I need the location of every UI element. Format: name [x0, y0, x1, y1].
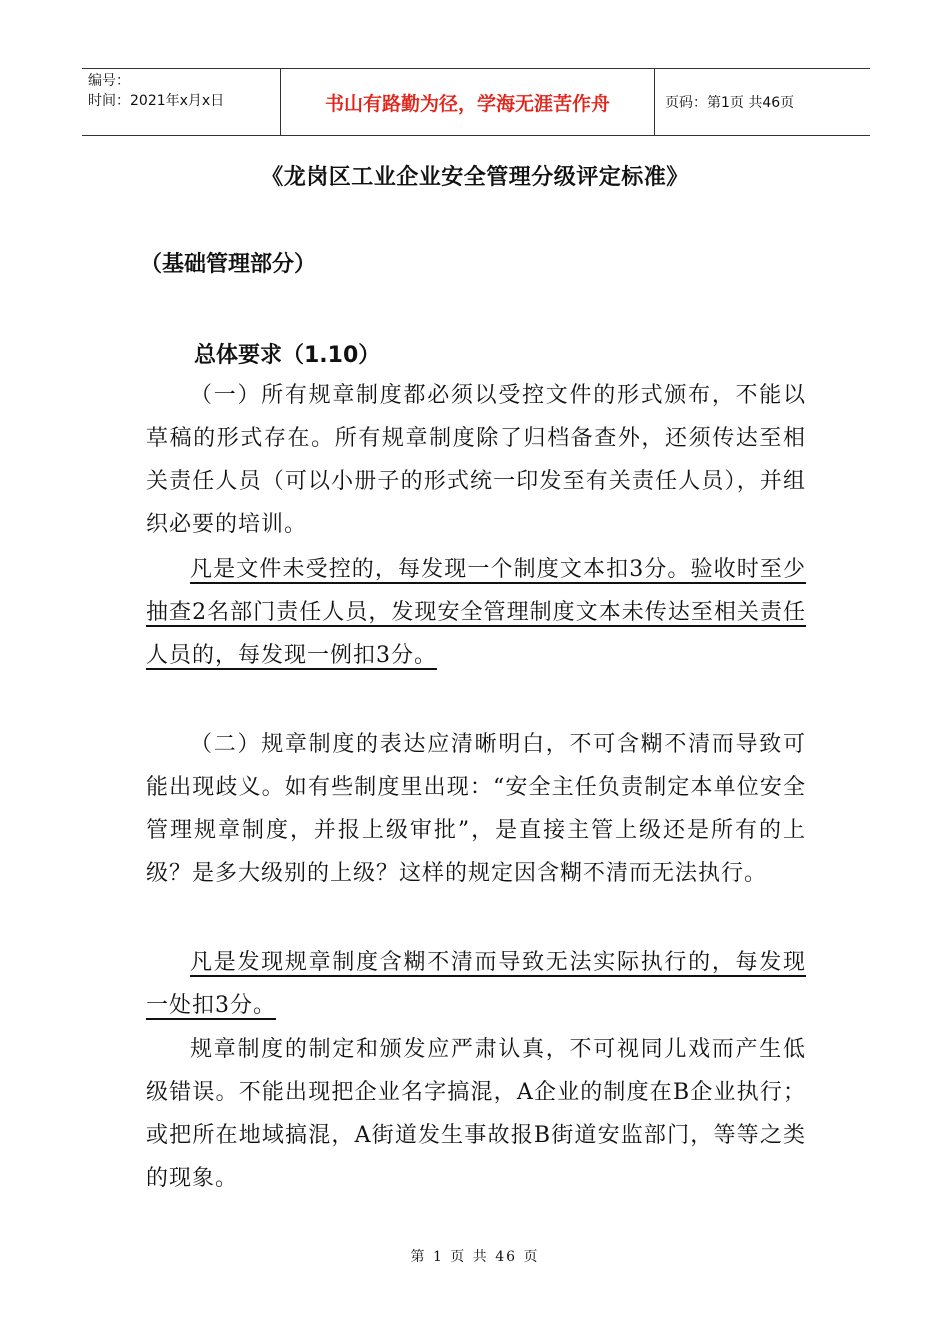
- page-footer: 第 1 页 共 46 页: [410, 1249, 540, 1265]
- deduction-text: 凡是文件未受控的，每发现一个制度文本扣3分。验收时至少抽查2名部门责任人员，发现安全管理制度文本未传达至相关责任人员的，每发现一例扣3分。: [146, 557, 806, 668]
- paragraph-5: 规章制度的制定和颁发应严肃认真，不可视同儿戏而产生低级错误。不能出现把企业名字搞混，A企业的制度在B企业执行；或把所在地域搞混，A街道发生事故报B街道安监部门，等等之类的现象。: [146, 1037, 806, 1191]
- header-page-info: 页码：第1页 共46页: [665, 95, 795, 111]
- paragraph-1: （一）所有规章制度都必须以受控文件的形式颁布，不能以草稿的形式存在。所有规章制度除了归档备查外，还须传达至相关责任人员（可以小册子的形式统一印发至有关责任人员），并组织必要的培训。: [146, 383, 806, 537]
- document-title: 《龙岗区工业企业安全管理分级评定标准》: [261, 165, 689, 190]
- paragraph-2-deduction: [146, 548, 806, 677]
- header-motto: 书山有路勤为径，学海无涯苦作舟: [281, 69, 655, 135]
- paragraph-3: （二）规章制度的表达应清晰明白，不可含糊不清而导致可能出现歧义。如有些制度里出现：“安全主任负责制定本单位安全管理规章制度，并报上级审批”，是直接主管上级还是所有的上级？是多大级别的上级？这样的规定因含糊不清而无法执行。: [146, 732, 806, 886]
- deduction-text: 凡是发现规章制度含糊不清而导致无法实际执行的，每发现一处扣3分。: [146, 950, 806, 1018]
- number-label: 编号：: [88, 73, 130, 89]
- header-meta: [82, 69, 281, 135]
- page-header: [82, 68, 870, 136]
- section-heading: 总体要求（1.10）: [194, 343, 381, 368]
- paragraph-4-deduction: [146, 941, 806, 1027]
- part-heading: （基础管理部分）: [140, 252, 317, 277]
- time-label: 时间：2021年x月x日: [88, 93, 225, 109]
